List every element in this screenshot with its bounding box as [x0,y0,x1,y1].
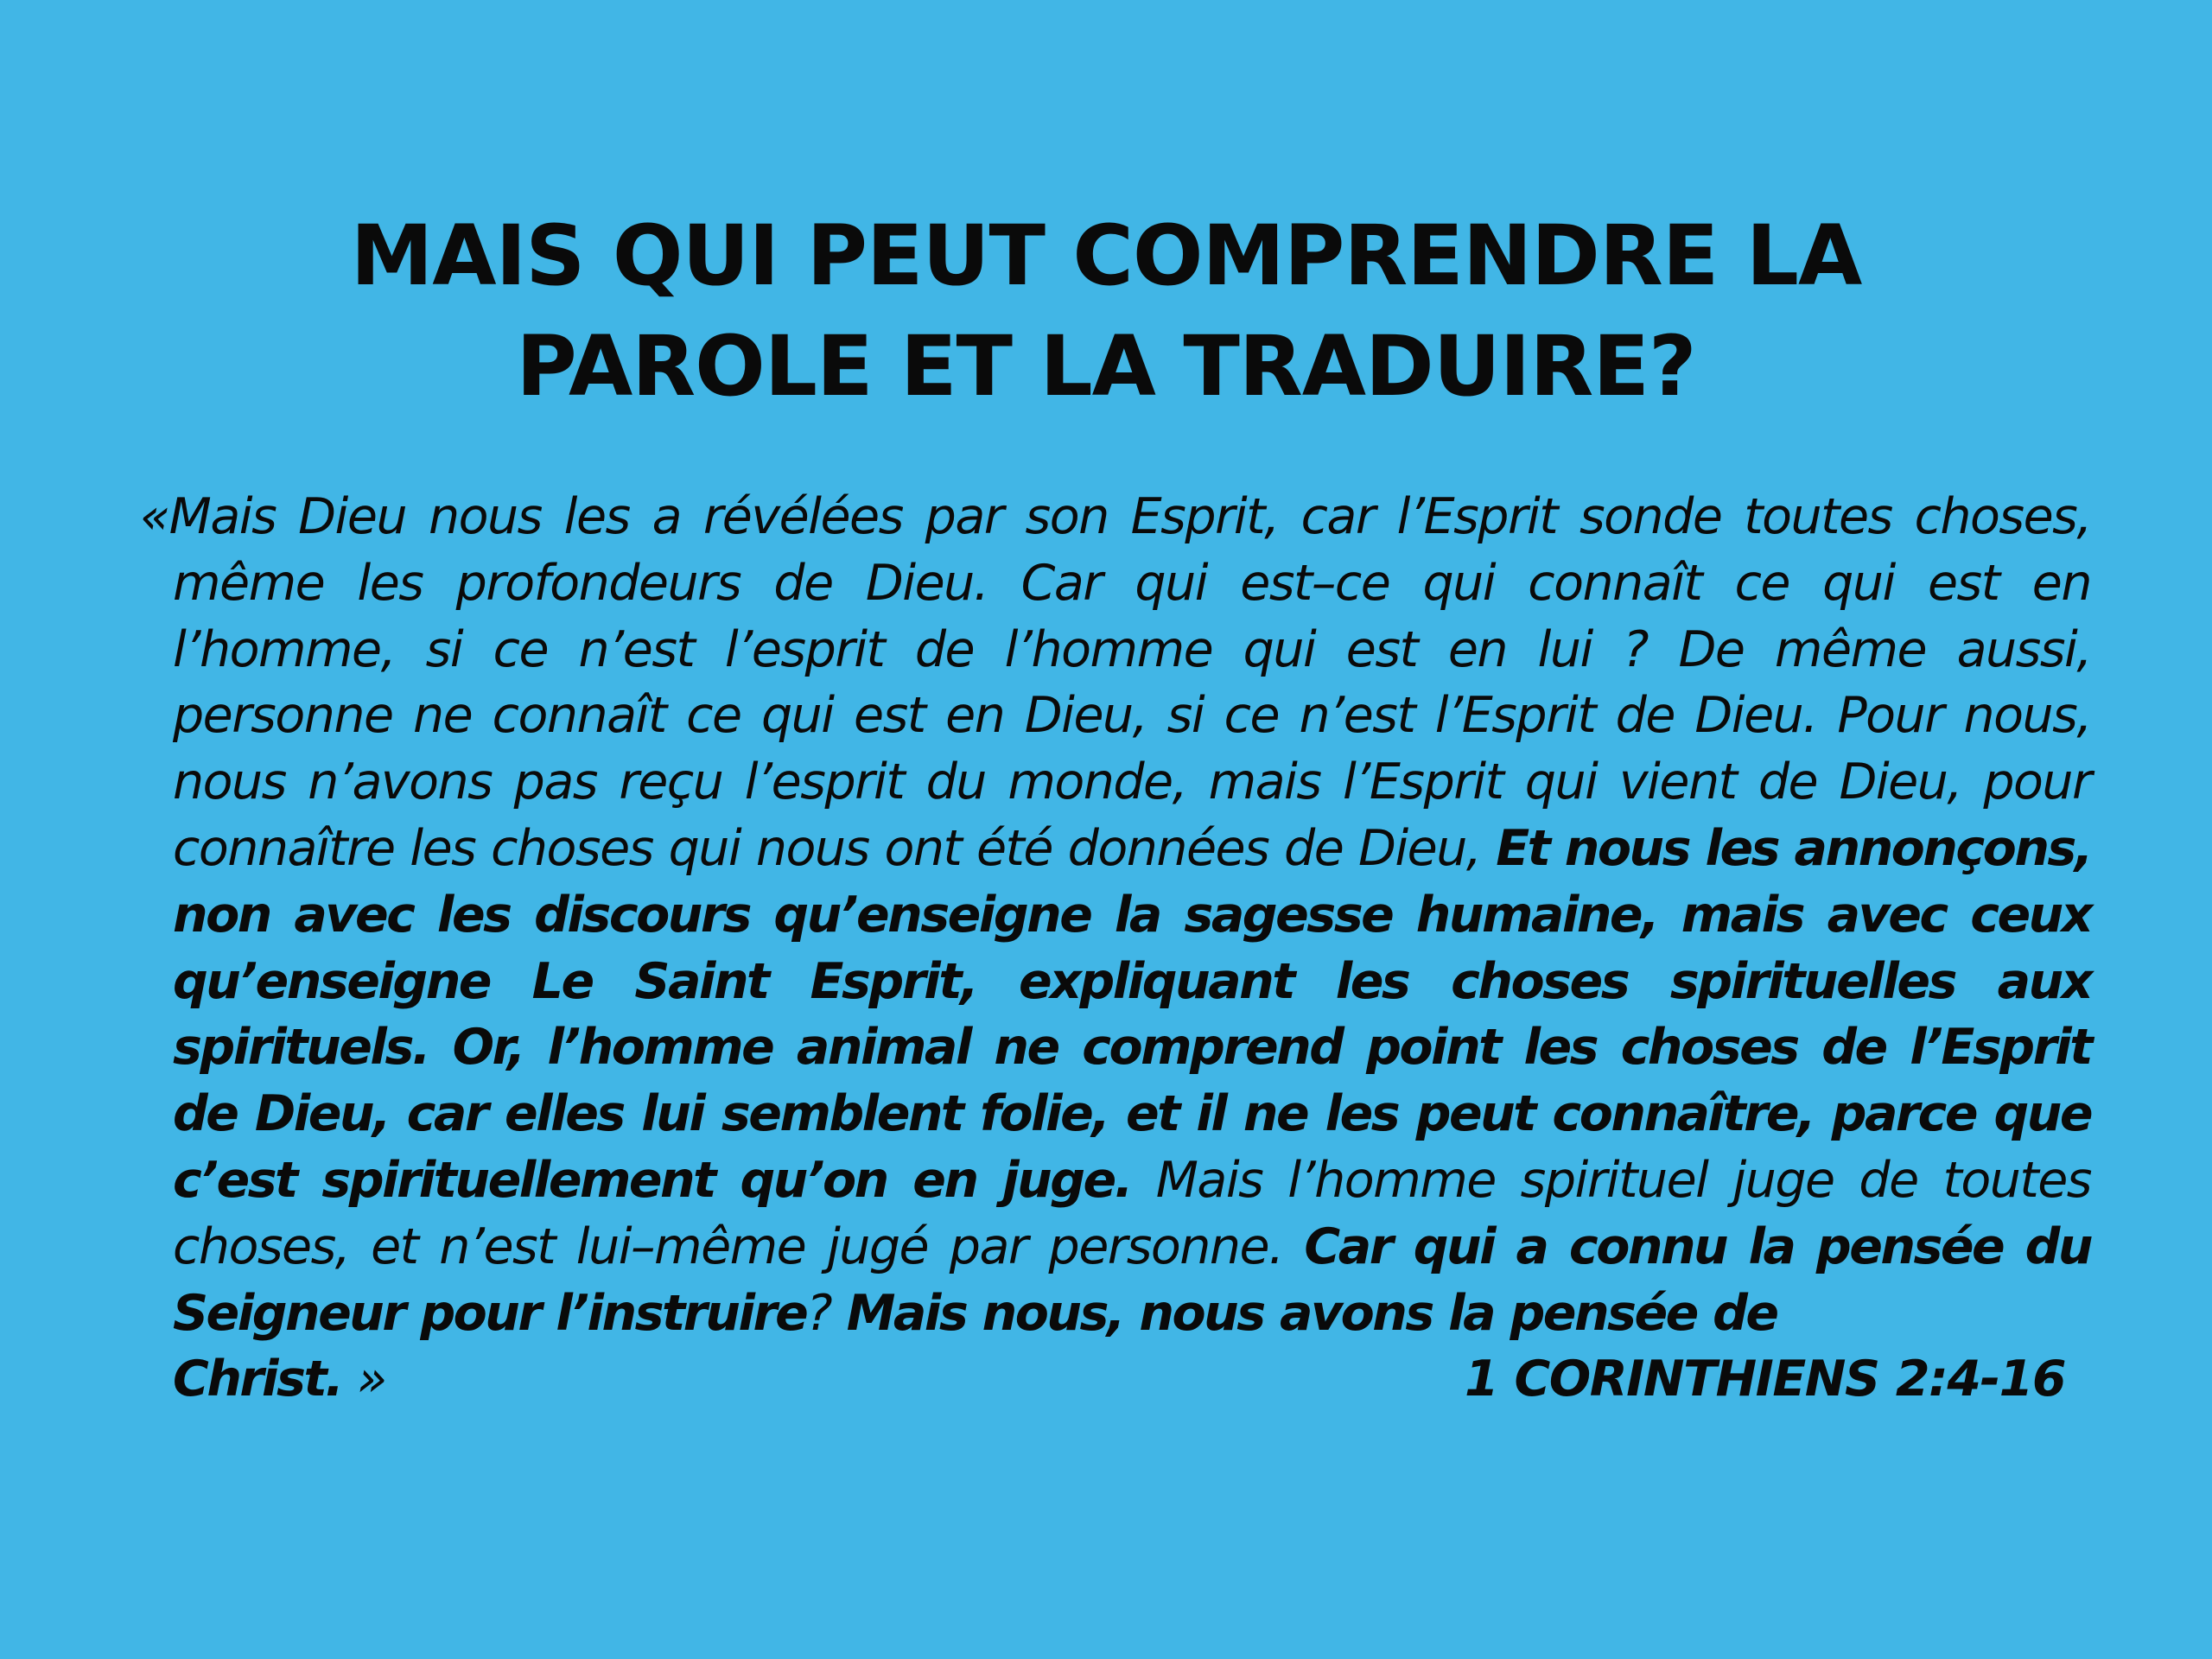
quote-close: » [341,1351,386,1408]
quote-bold-3: Mais nous, nous avons la pensée de [846,1284,1777,1342]
quote-text-2: Mais l’homme spirituel juge de toutes choses, et n’est lui–même jugé par personne. [173,1151,2091,1275]
quote-bold-4: Christ. [173,1351,342,1408]
title-line-2: PAROLE ET LA TRADUIRE? [516,318,1696,415]
title-line-1: MAIS QUI PEUT COMPRENDRE LA [350,207,1862,304]
slide-title [156,200,2056,422]
quote-last-line [173,1346,2091,1413]
bible-reference: 1 CORINTHIENS 2:4-16 [1464,1351,2065,1408]
bible-quote [140,484,2091,1413]
quote-text-3: ? [806,1284,847,1342]
quote-bold-1: Et nous les annonçons, non avec les discours qu’enseigne la sagesse humaine, mais avec ceux qu’enseigne Le Saint Esprit, expliquant les choses spirituelles aux spirituels. Or, l’homme animal ne comprend point les choses de l’Esprit de Dieu, car elles lui semblent folie, et il ne les peut connaître, parce que c’est spirituellement qu’on en juge. [173,819,2091,1209]
quote-text-1: «Mais Dieu nous les a révélées par son Esprit, car l’Esprit sonde toutes choses, même les profondeurs de Dieu. Car qui est–ce qui connaît ce qui est en l’homme, si ce n’est l’esprit de l’homme qui est en lui ? De même aussi, personne ne connaît ce qui est en Dieu, si ce n’est l’Esprit de Dieu. Pour nous, nous n’avons pas reçu l’esprit du monde, mais l’Esprit qui vient de Dieu, pour connaître les choses qui nous ont été données de Dieu, [140,488,2091,877]
quote-bold-2: Car qui a connu la pensée du Seigneur pour l’instruire [173,1217,2091,1342]
